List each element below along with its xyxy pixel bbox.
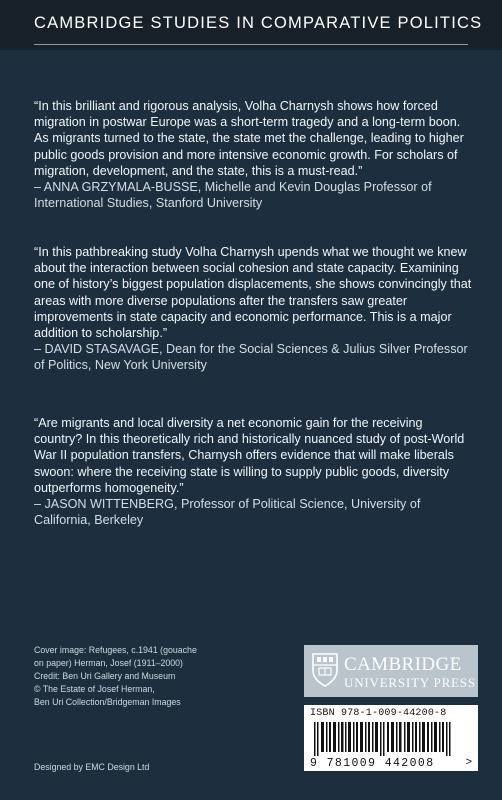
credit-line: Cover image: Refugees, c.1941 (gouache — [34, 645, 197, 655]
cover-image-credits — [34, 644, 274, 709]
barcode-box — [304, 705, 478, 771]
blurb-quote: “Are migrants and local diversity a net economic gain for the receiving country? In this theoretically rich and historically nuanced study of post-World War II population transfers, Charnysh offers evidence that will make liberals swoon: where the receiving state is willing to supply public goods, diversity outperforms homogeneity.” — [34, 416, 465, 495]
publisher-logo-box — [304, 645, 478, 697]
blurb-2 — [34, 244, 474, 374]
designer-credit: Designed by EMC Design Ltd — [34, 762, 150, 772]
barcode-icon — [314, 722, 464, 756]
blurb-attribution: – JASON WITTENBERG, Professor of Political Science, University of California, Berkeley — [34, 497, 421, 528]
credit-line: © The Estate of Josef Herman, — [34, 684, 155, 694]
credit-line: Ben Uri Collection/Bridgeman Images — [34, 697, 181, 707]
series-header — [0, 0, 502, 50]
publisher-subtitle: UNIVERSITY PRESS — [344, 675, 476, 690]
blurb-attribution: – DAVID STASAVAGE, Dean for the Social Sciences & Julius Silver Professor of Politics, New York University — [34, 342, 468, 373]
isbn-label: ISBN 978-1-009-44200-8 — [310, 708, 447, 719]
blurb-3 — [34, 415, 474, 528]
blurb-quote: “In this brilliant and rigorous analysis, Volha Charnysh shows how forced migration in postwar Europe was a short-term tragedy and a long-term boon. As migrants turned to the state, the state met the challenge, leading to higher public goods provision and more intensive economic growth. For scholars of migration, development, and the state, this is a must-read.” — [34, 99, 464, 178]
blurb-quote: “In this pathbreaking study Volha Charnysh upends what we thought we knew about the interaction between social cohesion and state capacity. Examining one of history’s biggest population displacements, she shows convincingly that areas with more diverse populations after the transfers saw greater improvements in state capacity and economic performance. This is a major addition to scholarship.” — [34, 245, 472, 341]
blurb-attribution: – ANNA GRZYMALA-BUSSE, Michelle and Kevin Douglas Professor of International Studies, Stanford University — [34, 180, 432, 211]
barcode-digits: 9 781009 442008 — [310, 757, 435, 770]
barcode-addon-mark: > — [465, 756, 472, 768]
blurb-1 — [34, 98, 474, 211]
credit-line: on paper) Herman, Josef (1911–2000) — [34, 658, 183, 668]
credit-line: Credit: Ben Uri Gallery and Museum — [34, 671, 176, 681]
series-divider — [34, 44, 468, 45]
crest-icon — [312, 653, 338, 687]
series-title: CAMBRIDGE STUDIES IN COMPARATIVE POLITICS — [34, 14, 483, 32]
publisher-name: CAMBRIDGE — [344, 654, 462, 675]
